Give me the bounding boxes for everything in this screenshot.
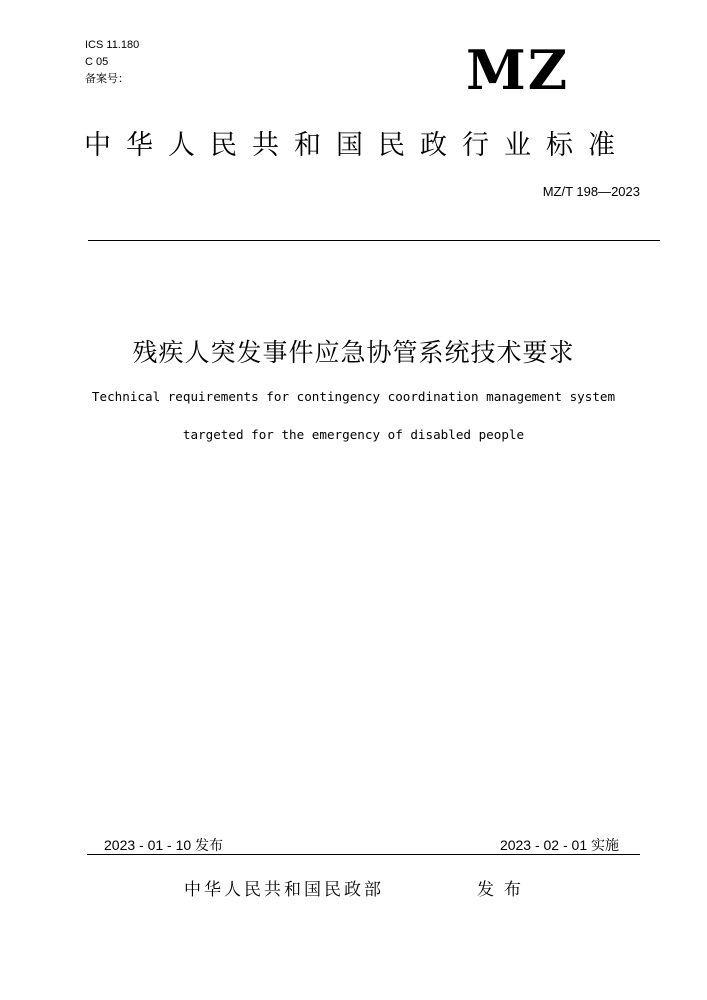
publish-label: 发布: [477, 880, 531, 900]
issue-date: 2023 - 01 - 10 发布: [104, 837, 224, 853]
filing-number-label: 备案号：: [85, 73, 129, 85]
standard-number: MZ/T 198—2023: [542, 184, 640, 199]
standard-title: 中华人民共和国民政行业标准: [84, 130, 630, 161]
publisher-name: 中华人民共和国民政部: [184, 880, 384, 900]
bottom-divider: [87, 854, 640, 855]
mz-logo: MZ: [466, 38, 570, 102]
implementation-date: 2023 - 02 - 01 实施: [499, 837, 619, 853]
document-title-cn: 残疾人突发事件应急协管系统技术要求: [132, 338, 575, 367]
document-title-en-line1: Technical requirements for contingency coordination management system: [91, 389, 616, 404]
document-title-en-line2: targeted for the emergency of disabled people: [182, 427, 525, 442]
ics-code: ICS 11.180: [85, 39, 140, 51]
category-code: C 05: [85, 56, 109, 68]
top-divider: [88, 240, 660, 241]
